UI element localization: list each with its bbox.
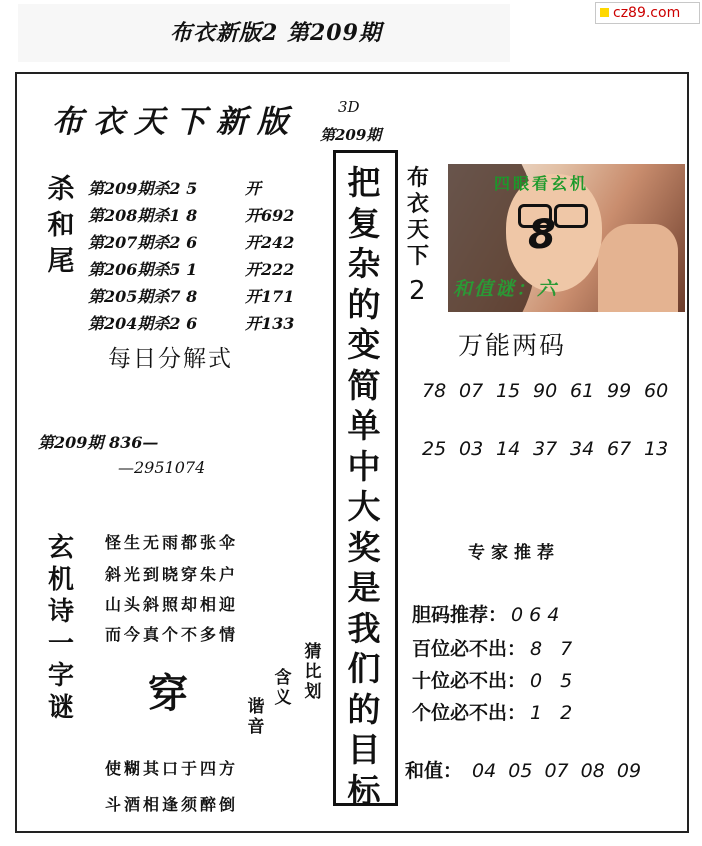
kill-row: 第206期杀5 1 [88,260,198,279]
pair-number: 03 [459,438,484,460]
riddle-hint-char: 划 [304,682,322,702]
daily-formula-line: —2951074 [118,458,206,477]
pair-number: 67 [607,438,632,460]
slogan-char: 的 [347,284,381,324]
riddle-hint [245,697,267,737]
tag-3d: 3D [338,98,360,116]
sum-values [405,756,641,783]
slogan-char: 杂 [347,244,381,283]
pair-number: 14 [496,438,521,460]
daily-formula-line: 第209期 836— [38,433,159,452]
site-url[interactable]: cz89.com [613,5,681,21]
dan-recommend [412,600,565,627]
riddle-label-char: 字 [47,661,74,691]
slogan-char: 的 [347,689,381,729]
side-brand-title [402,165,434,269]
kill-row: 第208期杀1 8 [88,206,198,225]
tens-value: 0 5 [530,670,579,692]
dan-label: 胆码推荐： [412,604,508,626]
riddle-label-char: 一 [47,629,74,659]
kill-row-open: 开 [245,179,262,198]
riddle-hint-char: 比 [304,662,322,682]
site-watermark-badge[interactable] [595,2,700,24]
riddle-label-char: 诗 [47,597,74,627]
slogan-text [336,163,392,811]
slogan-char: 是 [347,568,381,607]
slogan-char: 们 [347,649,381,688]
hundreds-label: 百位必不出： [412,638,527,660]
side-brand-char: 布 [406,165,429,191]
riddle-hint [272,668,294,708]
ones-value: 1 2 [530,702,579,724]
photo-hand-shape [598,224,678,312]
kill-sum-label [45,172,77,280]
poem-line: 山头斜照却相迎 [105,595,239,614]
kill-row-open: 开171 [245,287,295,306]
universal-pairs-title: 万能两码 [458,331,567,360]
slogan-char: 奖 [347,527,381,567]
closing-line: 使糊其口于四方 [105,759,239,778]
slogan-char: 变 [347,325,381,364]
photo-caption: 四眼看玄机 [494,174,590,193]
sum-numbers: 04 05 07 08 09 [472,760,642,782]
kill-row: 第204期杀2 6 [88,314,198,333]
tens-label: 十位必不出： [412,670,527,692]
kill-row: 第209期杀2 5 [88,179,198,198]
kill-row-open: 开692 [245,206,295,225]
universal-pairs-row [422,438,681,460]
riddle-hint-char: 谐 [247,697,265,717]
slogan-char: 中 [347,446,381,486]
poem-line: 而今真个不多情 [105,625,239,644]
slogan-char: 标 [347,770,381,810]
riddle-label [42,532,80,724]
slogan-char: 单 [347,406,381,445]
pair-number: 90 [533,380,558,402]
riddle-hint-char: 含 [274,668,292,688]
universal-pairs-row [422,380,681,402]
riddle-answer: 穿 [148,670,188,717]
closing-line: 斗酒相逢须醉倒 [105,795,239,814]
slogan-char: 我 [347,608,381,648]
riddle-hint [302,642,324,702]
slogan-char: 复 [347,203,381,243]
daily-formula-title: 每日分解式 [108,346,233,372]
riddle-hint-char: 音 [247,717,265,737]
pair-number: 61 [570,380,595,402]
slogan-char: 大 [347,487,381,526]
pair-number: 78 [422,380,447,402]
pair-number: 60 [644,380,669,402]
side-brand-char: 衣 [406,191,429,217]
dan-value: 064 [511,604,566,626]
tens-exclude [412,666,578,693]
hundreds-exclude [412,634,578,661]
glasses-icon [554,204,588,228]
side-brand-char: 下 [406,243,429,269]
pair-number: 25 [422,438,447,460]
kill-row: 第205期杀7 8 [88,287,198,306]
page-title: 布衣新版2 第209期 [170,20,382,46]
riddle-hint-char: 义 [274,688,292,708]
riddle-hint-char: 猜 [304,642,322,662]
side-brand-char: 天 [406,217,429,243]
pair-number: 15 [496,380,521,402]
pair-number: 07 [459,380,484,402]
sum-riddle: 和值谜：六 [453,278,559,300]
slogan-char: 目 [347,730,381,769]
ones-label: 个位必不出： [412,702,527,724]
kill-sum-label-char: 和 [47,210,75,241]
kill-row-open: 开242 [245,233,295,252]
pair-number: 13 [644,438,669,460]
poem-line: 斜光到晓穿朱户 [105,565,239,584]
riddle-label-char: 机 [47,565,74,595]
ones-exclude [412,698,578,725]
photo-big-number: 8 [528,212,556,258]
slogan-char: 简 [347,365,381,405]
kill-row-open: 开133 [245,314,295,333]
pair-number: 37 [533,438,558,460]
expert-title: 专家推荐 [468,543,560,563]
pair-number: 99 [607,380,632,402]
hundreds-value: 8 7 [530,638,579,660]
poem-line: 怪生无雨都张伞 [105,533,239,552]
issue-number: 第209期 [320,126,382,144]
square-icon [600,8,609,17]
riddle-label-char: 谜 [47,693,74,723]
kill-row: 第207期杀2 6 [88,233,198,252]
sum-label: 和值： [405,760,463,782]
kill-sum-label-char: 尾 [47,246,75,277]
side-brand-number: 2 [409,276,426,306]
pair-number: 34 [570,438,595,460]
riddle-label-char: 玄 [47,533,74,563]
kill-sum-label-char: 杀 [47,174,75,205]
brand-title: 布衣天下新版 [52,104,298,140]
slogan-char: 把 [347,163,381,202]
kill-row-open: 开222 [245,260,295,279]
